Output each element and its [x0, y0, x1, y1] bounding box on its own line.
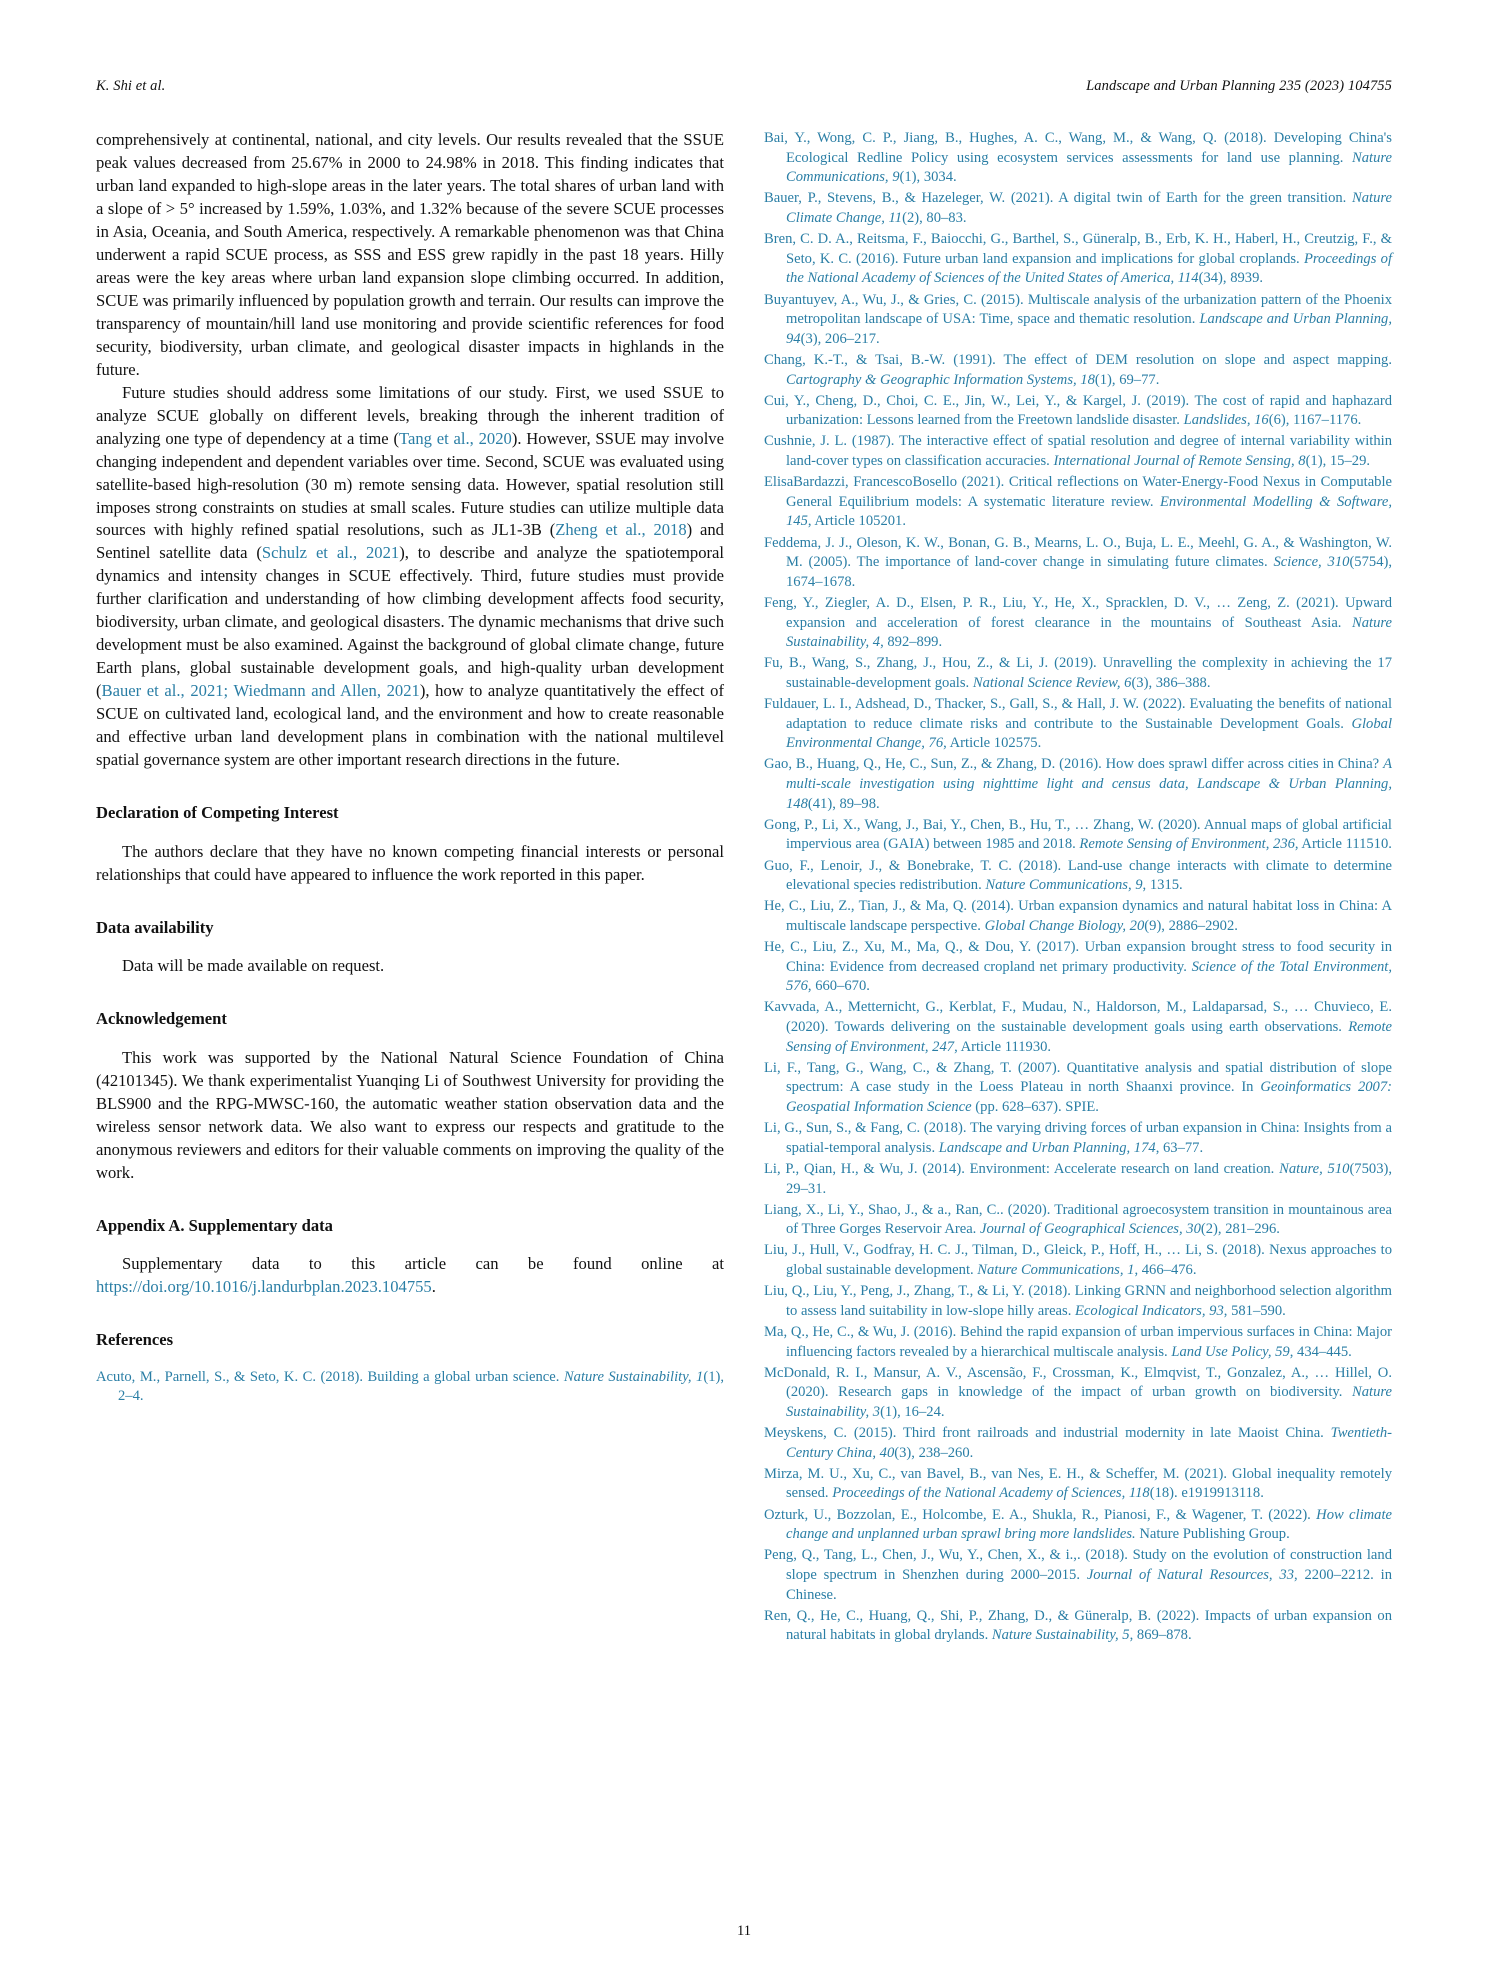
reference-tail: , 466–476. [1134, 1262, 1197, 1278]
reference-tail: (1), 3034. [899, 169, 957, 186]
reference-source: Environmental Modelling & Software, 145 [786, 493, 1392, 530]
para2-seg1: Future studies should address some limitations of our study. First, we used SSUE to analyze SCUE globally on different levels, breaking through the inherent tradition of analyzing one type of dependency at a time ( [96, 382, 724, 448]
reference-text: Feng, Y., Ziegler, A. D., Elsen, P. R., Liu, Y., He, X., Spracklen, D. V., … Zeng, Z. (2021). Upward expansion and acceleration of forest clearance in the mountains of Southeast Asia. [764, 594, 1392, 631]
reference-source: Landscape and Urban Planning, 94 [786, 311, 1392, 347]
reference-text: Meyskens, C. (2015). Third front railroads and industrial modernity in late Maoist China. [764, 1425, 1331, 1441]
reference-text: Liang, X., Li, Y., Shao, J., & a., Ran, C.. (2020). Traditional agroecosystem transition in mountainous area of Three Gorges Reservoir Area. [764, 1201, 1392, 1238]
doi-link[interactable]: https://doi.org/10.1016/j.landurbplan.2023.104755 [96, 1277, 432, 1297]
reference-item[interactable] [764, 351, 1392, 390]
reference-source: Nature Sustainability, 3 [786, 1384, 1392, 1420]
reference-source: Nature Communications, 1 [977, 1262, 1135, 1278]
reference-tail: , 434–445. [1289, 1343, 1352, 1360]
right-column [764, 129, 1392, 1647]
reference-tail: , Article 111930. [954, 1038, 1052, 1055]
reference-item[interactable] [764, 1364, 1392, 1423]
reference-tail: , 63–77. [1155, 1139, 1204, 1156]
reference-text: Gong, P., Li, X., Wang, J., Bai, Y., Chen, B., Hu, T., … Zhang, W. (2020). Annual maps of global artificial impervious area (GAIA) between 1985 and 2018. [764, 816, 1392, 853]
reference-item[interactable] [764, 998, 1392, 1057]
reference-source: Nature Communications, 9 [786, 149, 1392, 186]
reference-item[interactable] [764, 1059, 1392, 1118]
reference-text: Mirza, M. U., Xu, C., van Bavel, B., van Nes, E. H., & Scheffer, M. (2021). Global inequality remotely sensed. [764, 1465, 1392, 1502]
reference-source: Remote Sensing of Environment, 236 [1079, 836, 1295, 853]
reference-tail: (2), 281–296. [1200, 1221, 1280, 1238]
reference-source: How climate change and unplanned urban sprawl bring more landslides. [786, 1506, 1392, 1543]
reference-text: Acuto, M., Parnell, S., & Seto, K. C. (2018). Building a global urban science. [96, 1368, 564, 1385]
reference-text: Bai, Y., Wong, C. P., Jiang, B., Hughes, A. C., Wang, M., & Wang, Q. (2018). Developing China's Ecological Redline Policy using ecosystem services assessments for land use planning. [764, 130, 1392, 166]
heading-competing-interest: Declaration of Competing Interest [96, 803, 339, 823]
reference-source: Remote Sensing of Environment, 247 [786, 1019, 1392, 1055]
para2-seg5: ), how to analyze quantitatively the effect of SCUE on cultivated land, ecological land, and the environment and how to create reasonable and effective urban land development plans in combination with the national multilevel spatial governance system are other important research directions in the future. [96, 681, 724, 770]
reference-item[interactable] [764, 534, 1392, 593]
reference-item[interactable] [764, 1241, 1392, 1280]
reference-source: Science of the Total Environment, 576 [786, 958, 1392, 995]
reference-list-right [764, 129, 1392, 1646]
reference-item[interactable] [764, 1201, 1392, 1240]
reference-item[interactable] [764, 291, 1392, 350]
reference-tail: (1), 2–4. [118, 1368, 724, 1405]
reference-text: Fu, B., Wang, S., Zhang, J., Hou, Z., & Li, J. (2019). Unravelling the complexity in achieving the 17 sustainable-development goals. [764, 655, 1392, 691]
citation-schulz-2021[interactable]: Schulz et al., 2021 [261, 543, 400, 563]
paragraph-appendix [96, 1253, 724, 1299]
para2-seg3: ) and Sentinel satellite data ( [96, 520, 724, 563]
reference-text: Buyantuyev, A., Wu, J., & Gries, C. (2015). Multiscale analysis of the urbanization pattern of the Phoenix metropolitan landscape of USA: Time, space and thematic resolution. [764, 291, 1392, 328]
reference-tail: (41), 89–98. [807, 795, 880, 812]
reference-tail: (18). e1919913118. [1149, 1485, 1264, 1502]
appendix-seg2: . [431, 1277, 436, 1297]
reference-text: Guo, F., Lenoir, J., & Bonebrake, T. C. (2018). Land-use change interacts with climate to determine elevational species redistribution. [764, 857, 1392, 894]
reference-item[interactable] [764, 816, 1392, 855]
reference-text: Chang, K.-T., & Tsai, B.-W. (1991). The effect of DEM resolution on slope and aspect mapping. [764, 351, 1392, 368]
reference-source: Landscape and Urban Planning, 174 [938, 1139, 1156, 1156]
reference-item[interactable] [764, 189, 1392, 228]
reference-item[interactable] [764, 1282, 1392, 1321]
reference-item[interactable] [764, 1160, 1392, 1199]
reference-tail: (6), 1167–1176. [1268, 412, 1362, 429]
reference-source: Global Change Biology, 20 [984, 917, 1145, 934]
reference-source: Journal of Geographical Sciences, 30 [979, 1221, 1201, 1238]
reference-item[interactable] [764, 654, 1392, 693]
reference-tail: , Article 111510. [1294, 836, 1392, 853]
reference-item[interactable] [764, 1424, 1392, 1463]
reference-item[interactable] [764, 392, 1392, 431]
reference-text: Kavvada, A., Metternicht, G., Kerblat, F., Mudau, N., Haldorson, M., Laldaparsad, S., … Chuvieco, E. (2020). Towards delivering on the sustainable development goals using earth observations. [764, 999, 1392, 1035]
reference-item[interactable] [764, 1119, 1392, 1158]
reference-item[interactable] [764, 594, 1392, 653]
reference-item[interactable] [764, 432, 1392, 471]
reference-item[interactable] [764, 938, 1392, 997]
reference-item[interactable] [764, 1546, 1392, 1605]
reference-item[interactable] [764, 897, 1392, 936]
reference-tail: (9), 2886–2902. [1144, 917, 1238, 934]
reference-item[interactable] [764, 473, 1392, 532]
reference-text: Gao, B., Huang, Q., He, C., Sun, Z., & Zhang, D. (2016). How does sprawl differ across cities in China? [764, 756, 1384, 773]
reference-source: Nature Climate Change, 11 [786, 190, 1392, 226]
reference-item[interactable] [764, 755, 1392, 814]
reference-item[interactable] [764, 695, 1392, 754]
reference-item[interactable] [96, 1368, 724, 1407]
reference-text: Feddema, J. J., Oleson, K. W., Bonan, G. B., Mearns, L. O., Buja, L. E., Meehl, G. A., & Washington, W. M. (2005). The importance of land-cover change in simulating future climates. [764, 534, 1392, 571]
heading-data-availability: Data availability [96, 917, 214, 937]
heading-appendix-a: Appendix A. Supplementary data [96, 1215, 333, 1235]
reference-list-left [96, 1368, 724, 1407]
two-column-body [96, 129, 1392, 1647]
reference-tail: (7503), 29–31. [786, 1160, 1392, 1197]
reference-text: Fuldauer, L. I., Adshead, D., Thacker, S., Gall, S., & Hall, J. W. (2022). Evaluating the benefits of national adaptation to reduce climate risks and contribute to the Sustainable Development Goals. [764, 696, 1392, 732]
reference-tail: , 581–590. [1223, 1302, 1286, 1319]
paragraph-future-studies [96, 382, 724, 772]
reference-tail: (3), 206–217. [800, 330, 880, 347]
reference-tail: , 660–670. [807, 978, 870, 995]
reference-text: Li, P., Qian, H., & Wu, J. (2014). Environment: Accelerate research on land creation. [764, 1160, 1280, 1177]
paragraph-data-availability: Data will be made available on request. [122, 956, 385, 976]
page-header [96, 78, 1392, 95]
left-column [96, 129, 724, 1408]
reference-tail: (1), 15–29. [1305, 453, 1371, 469]
reference-text: McDonald, R. I., Mansur, A. V., Ascensão, F., Crossman, K., Elmqvist, T., Gonzalez, A., … Hillel, O. (2020). Research gaps in knowledge of the impact of urban growth on biodiversity. [764, 1364, 1392, 1401]
header-journal: Landscape and Urban Planning 235 (2023) 104755 [1086, 78, 1392, 94]
reference-text: Peng, Q., Tang, L., Chen, J., Wu, Y., Chen, X., & i.,. (2018). Study on the evolution of construction land slope spectrum in Shenzhen during 2000–2015. [764, 1547, 1392, 1583]
reference-source: Proceedings of the National Academy of Sciences, 118 [832, 1485, 1150, 1502]
reference-item[interactable] [764, 1607, 1392, 1646]
reference-item[interactable] [764, 129, 1392, 188]
appendix-seg1: Supplementary data to this article can be found online at [122, 1254, 724, 1274]
reference-source: Geoinformatics 2007: Geospatial Information Science [786, 1079, 1392, 1115]
reference-text: Liu, Q., Liu, Y., Peng, J., Zhang, T., & Li, Y. (2018). Linking GRNN and neighborhood selection algorithm to assess land suitability in low-slope hilly areas. [764, 1283, 1392, 1319]
reference-source: Cartography & Geographic Information Systems, 18 [786, 371, 1095, 388]
reference-tail: (1), 69–77. [1094, 371, 1160, 388]
reference-text: Ren, Q., He, C., Huang, Q., Shi, P., Zhang, D., & Güneralp, B. (2022). Impacts of urban expansion on natural habitats in global drylands. [764, 1607, 1392, 1644]
reference-tail: , 869–878. [1129, 1627, 1192, 1644]
reference-text: Bauer, P., Stevens, B., & Hazeleger, W. (2021). A digital twin of Earth for the green transition. [764, 190, 1352, 207]
paragraph-competing-interest: The authors declare that they have no known competing financial interests or personal relationships that could have appeared to influence the work reported in this paper. [96, 841, 724, 884]
heading-acknowledgement: Acknowledgement [96, 1009, 227, 1029]
reference-text: He, C., Liu, Z., Tian, J., & Ma, Q. (2014). Urban expansion dynamics and natural habitat loss in China: A multiscale landscape perspective. [764, 898, 1392, 934]
reference-tail: , 2200–2212. in Chinese. [786, 1566, 1393, 1603]
paragraph-acknowledgement: This work was supported by the National Natural Science Foundation of China (42101345). We thank experimentalist Yuanqing Li of Southwest University for providing the BLS900 and the RPG-MWSC-160, the automatic weather station observation data and the wireless sensor network data. We also want to express our respects and gratitude to the anonymous reviewers and editors for their valuable comments on improving the quality of the work. [96, 1047, 724, 1182]
reference-source: Land Use Policy, 59 [1171, 1343, 1290, 1360]
reference-tail: (pp. 628–637). SPIE. [971, 1099, 1099, 1115]
reference-source: Ecological Indicators, 93 [1075, 1302, 1224, 1319]
reference-text: He, C., Liu, Z., Xu, M., Ma, Q., & Dou, Y. (2017). Urban expansion brought stress to food security in China: Evidence from decreased cropland net primary productivity. [764, 939, 1392, 975]
reference-text: Ma, Q., He, C., & Wu, J. (2016). Behind the rapid expansion of urban impervious surfaces in China: Major influencing factors revealed by a hierarchical multiscale analysis. [764, 1323, 1392, 1360]
reference-tail: , Article 102575. [943, 735, 1042, 752]
para2-seg2: ). However, SSUE may involve changing independent and dependent variables over time. Second, SCUE was evaluated using satellite-based high-resolution (30 m) remote sensing data. However, spatial resolution still imposes strong constraints on studies at small scales. Future studies can utilize multiple data sources with highly refined spatial resolutions, such as JL1-3B ( [96, 428, 724, 540]
reference-item[interactable] [764, 1323, 1392, 1362]
reference-tail: (1), 16–24. [880, 1403, 945, 1420]
header-authors: K. Shi et al. [96, 78, 166, 94]
reference-tail: (5754), 1674–1678. [786, 554, 1392, 590]
reference-item[interactable] [764, 230, 1392, 289]
reference-tail: (3), 238–260. [894, 1444, 974, 1461]
reference-text: Bren, C. D. A., Reitsma, F., Baiocchi, G., Barthel, S., Güneralp, B., Erb, K. H., Haberl, H., Creutzig, F., & Seto, K. C. (2016). Future urban land expansion and implications for global croplands. [764, 231, 1392, 267]
reference-source: Nature, 510 [1279, 1160, 1350, 1177]
heading-references: References [96, 1330, 174, 1350]
reference-item[interactable] [764, 1506, 1392, 1545]
reference-tail: Nature Publishing Group. [1135, 1526, 1290, 1543]
reference-tail: , 892–899. [880, 634, 943, 651]
reference-text: Li, F., Tang, G., Wang, C., & Zhang, T. (2007). Quantitative analysis and spatial distribution of slope spectrum: A case study in the Loess Plateau in north Shaanxi province. In [764, 1059, 1392, 1096]
reference-text: Liu, J., Hull, V., Godfray, H. C. J., Tilman, D., Gleick, P., Hoff, H., … Li, S. (2018). Nexus approaches to global sustainable development. [764, 1242, 1392, 1278]
reference-source: International Journal of Remote Sensing, 8 [1053, 453, 1306, 469]
reference-tail: , 1315. [1142, 877, 1183, 894]
reference-source: Proceedings of the National Academy of Sciences of the United States of America, 114 [786, 250, 1392, 287]
citation-zheng-2018[interactable]: Zheng et al., 2018 [555, 520, 687, 540]
reference-text: Cushnie, J. L. (1987). The interactive effect of spatial resolution and degree of internal variability within land-cover types on classification accuracies. [764, 433, 1392, 469]
reference-source: Global Environmental Change, 76 [786, 715, 1392, 752]
reference-source: Nature Communications, 9 [985, 877, 1143, 894]
reference-text: ElisaBardazzi, FrancescoBosello (2021). Critical reflections on Water-Energy-Food Nexus in Computable General Equilibrium models: A systematic literature review. [764, 474, 1392, 510]
reference-tail: (34), 8939. [1198, 270, 1264, 287]
reference-source: National Science Review, 6 [972, 674, 1132, 691]
reference-tail: , Article 105201. [807, 513, 906, 530]
citation-tang-2020[interactable]: Tang et al., 2020 [398, 428, 512, 448]
reference-text: Cui, Y., Cheng, D., Choi, C. E., Jin, W., Lei, Y., & Kargel, J. (2019). The cost of rapid and haphazard urbanization: Lessons learned from the Freetown landslide disaster. [764, 392, 1392, 429]
reference-item[interactable] [764, 857, 1392, 896]
reference-text: Li, G., Sun, S., & Fang, C. (2018). The varying driving forces of urban expansion in China: Insights from a spatial-temporal analysis. [764, 1120, 1392, 1156]
reference-source: Nature Sustainability, 5 [991, 1627, 1130, 1644]
page-number: 11 [737, 1923, 751, 1939]
para2-seg4: ), to describe and analyze the spatiotemporal dynamics and intensity changes in SCUE effectively. Third, future studies must provide further clarification and understanding of how climbing development affects food security, biodiversity, urban climate, and geological disasters. The dynamic mechanisms that drive such development must be also examined. Against the background of global climate change, future Earth plans, global sustainable development goals, and high-quality urban development ( [96, 543, 725, 701]
paragraph-conclusion: comprehensively at continental, national, and city levels. Our results revealed that the SSUE peak values decreased from 25.67% in 2000 to 24.98% in 2018. This finding indicates that urban land expanded to high-slope areas in the later years. The total shares of urban land with a slope of > 5° increased by 1.59%, 1.03%, and 1.32% because of the severe SCUE processes in Asia, Oceania, and South America, respectively. A remarkable phenomenon was that China underwent a rapid SCUE process, as SSS and ESS grew rapidly in the past 18 years. Hilly areas were the key areas where urban land expansion slope climbing occurred. In addition, SCUE was primarily influenced by population growth and terrain. Our results can improve the transparency of mountain/hill land use monitoring and provide scientific references for food security, biodiversity, urban climate, and geological disaster impacts in highlands in the future. [96, 130, 724, 379]
reference-source: Twentieth-Century China, 40 [786, 1425, 1392, 1461]
reference-tail: (3), 386–388. [1131, 674, 1211, 691]
citation-bauer-wiedmann[interactable]: Bauer et al., 2021; Wiedmann and Allen, 2021 [101, 681, 420, 701]
reference-source: Landslides, 16 [1183, 412, 1269, 429]
reference-source: Nature Sustainability, 4 [786, 614, 1392, 651]
reference-text: Ozturk, U., Bozzolan, E., Holcombe, E. A., Shukla, R., Pianosi, F., & Wagener, T. (2022). [764, 1506, 1317, 1523]
reference-tail: (2), 80–83. [902, 210, 967, 226]
reference-source: Journal of Natural Resources, 33 [1086, 1566, 1295, 1583]
reference-source: Science, 310 [1273, 554, 1350, 571]
reference-source: Nature Sustainability, 1 [563, 1368, 704, 1385]
reference-item[interactable] [764, 1465, 1392, 1504]
reference-source: A multi-scale investigation using nighttime light and census data, Landscape & Urban Planning, 148 [786, 756, 1392, 812]
